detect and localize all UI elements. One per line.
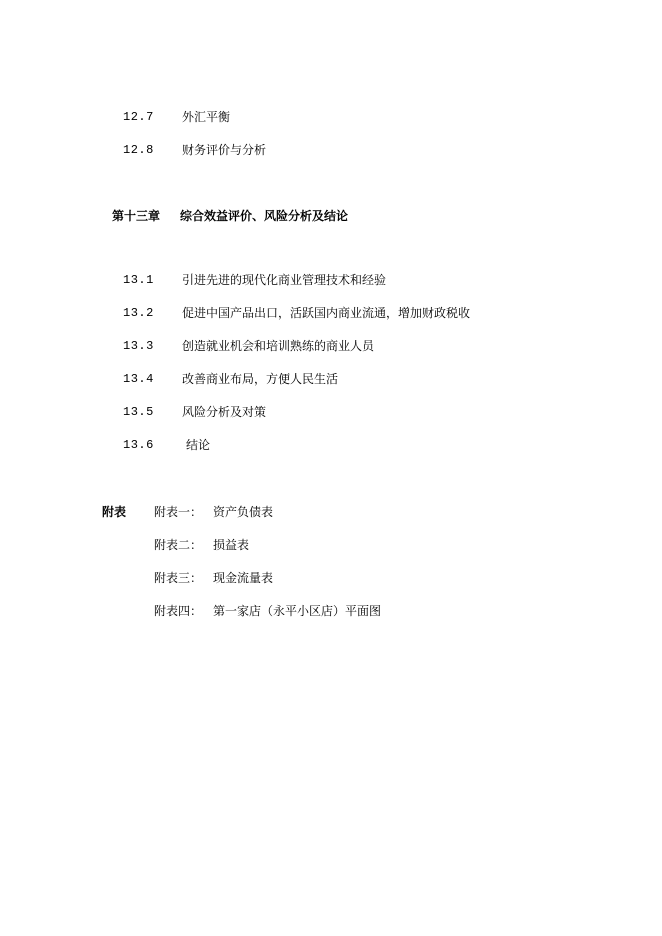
section-number: 12.7 (123, 110, 154, 124)
toc-entry-13-5[interactable] (0, 402, 662, 422)
appendix-entry-3[interactable] (0, 568, 662, 588)
section-number: 13.4 (123, 372, 154, 386)
appendix-table-title: 损益表 (213, 538, 250, 552)
appendix-entry-1[interactable] (0, 502, 662, 522)
section-title: 引进先进的现代化商业管理技术和经验 (182, 273, 387, 287)
appendix-table-name: 附表二： (154, 538, 203, 552)
toc-entry-13-2[interactable] (0, 303, 662, 323)
section-title: 财务评价与分析 (182, 143, 267, 157)
appendix-table-title: 现金流量表 (213, 571, 274, 585)
section-number: 13.6 (123, 438, 154, 452)
section-number: 12.8 (123, 143, 154, 157)
section-title: 促进中国产品出口，活跃国内商业流通，增加财政税收 (182, 306, 471, 320)
toc-entry-12-7[interactable] (0, 107, 662, 127)
toc-entry-13-4[interactable] (0, 369, 662, 389)
chapter-heading-13[interactable] (0, 206, 662, 226)
section-title: 创造就业机会和培训熟练的商业人员 (182, 339, 375, 353)
chapter-number: 第十三章 (112, 209, 161, 223)
appendix-table-title: 资产负债表 (213, 505, 274, 519)
section-title: 改善商业布局，方便人民生活 (182, 372, 339, 386)
toc-entry-13-1[interactable] (0, 270, 662, 290)
appendix-table-name: 附表三： (154, 571, 203, 585)
appendix-entry-2[interactable] (0, 535, 662, 555)
appendix-table-name: 附表四： (154, 604, 203, 618)
section-title: 外汇平衡 (182, 110, 231, 124)
toc-entry-13-6[interactable] (0, 435, 662, 455)
section-number: 13.2 (123, 306, 154, 320)
chapter-title: 综合效益评价、风险分析及结论 (180, 209, 349, 223)
section-number: 13.5 (123, 405, 154, 419)
appendix-label: 附表 (102, 505, 127, 519)
appendix-entry-4[interactable] (0, 601, 662, 621)
section-number: 13.3 (123, 339, 154, 353)
toc-entry-12-8[interactable] (0, 140, 662, 160)
section-title: 结论 (186, 438, 211, 452)
appendix-table-title: 第一家店（永平小区店）平面图 (213, 604, 382, 618)
appendix-table-name: 附表一： (154, 505, 203, 519)
toc-entry-13-3[interactable] (0, 336, 662, 356)
section-number: 13.1 (123, 273, 154, 287)
section-title: 风险分析及对策 (182, 405, 267, 419)
